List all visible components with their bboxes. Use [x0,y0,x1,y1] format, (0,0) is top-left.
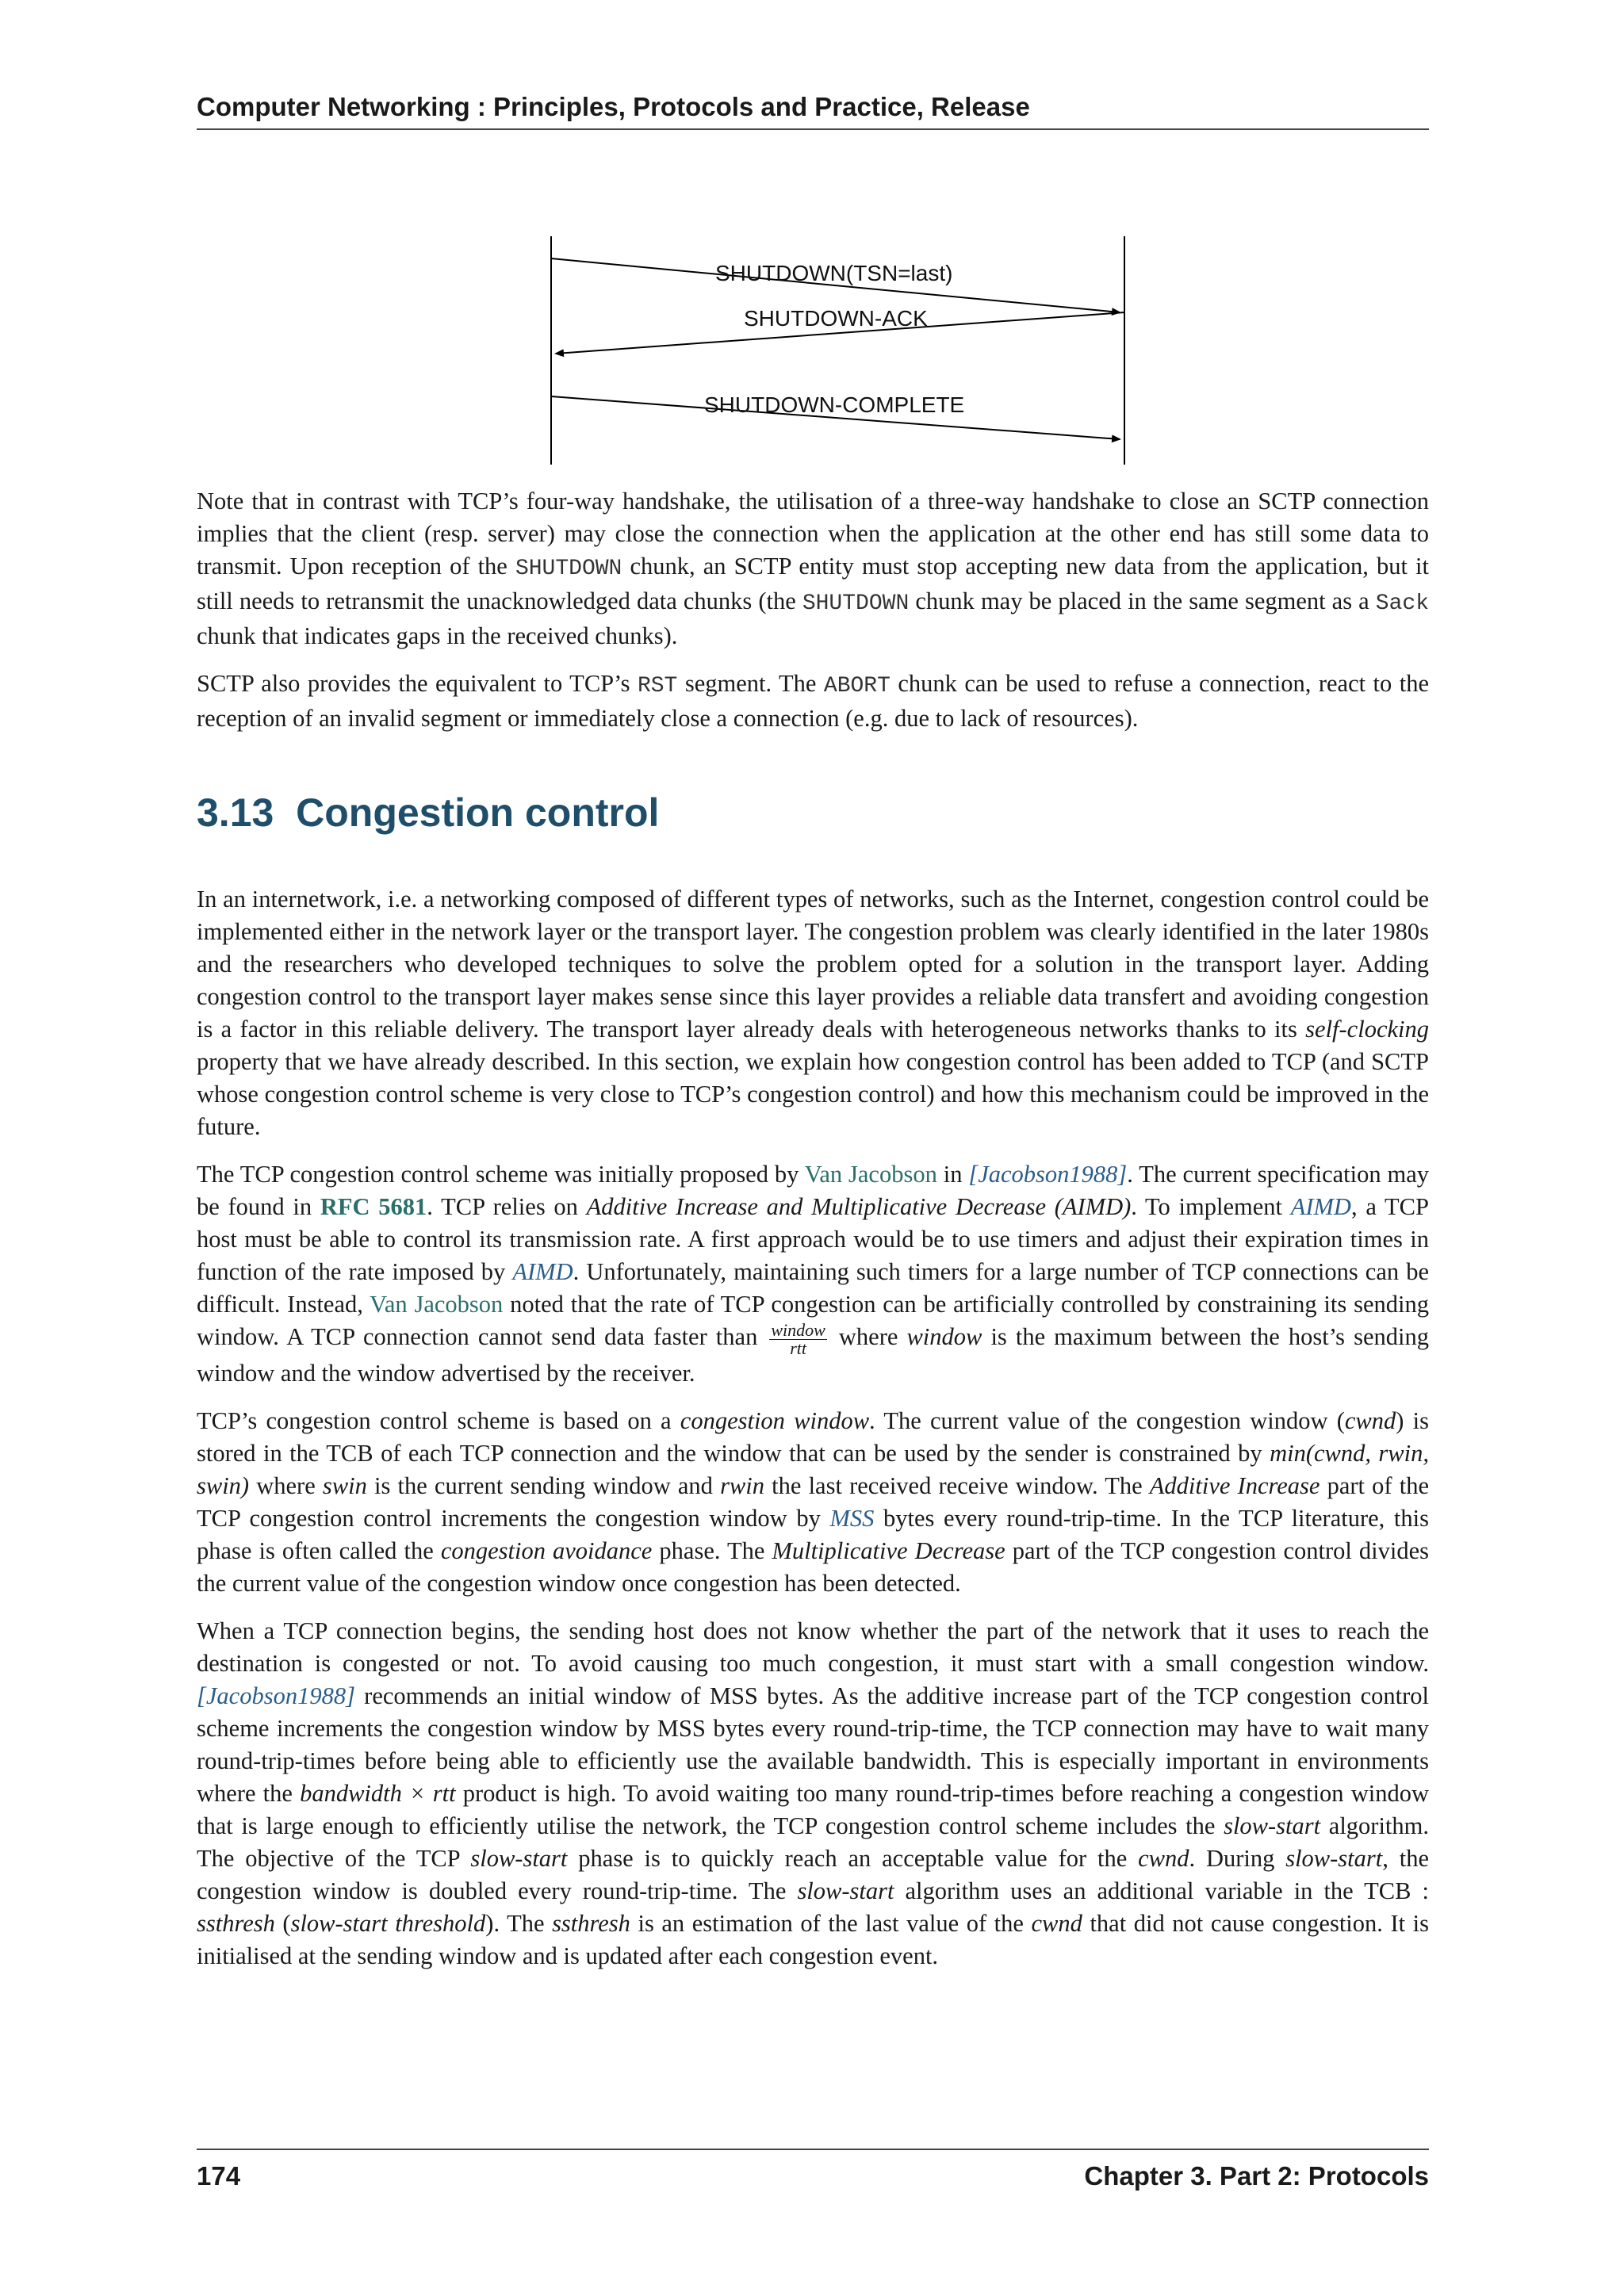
running-header [197,92,1429,130]
paragraph-slow-start: When a TCP connection begins, the sending host does not know whether the part of the network that it uses to reach the destination is congested or not. To avoid causing too much congestion, it must start with a small congestion window. [Jacobson1988] recommends an initial window of MSS bytes. As the additive increase part of the TCP congestion control scheme increments the congestion window by MSS bytes every round-trip-time, the TCP connection may have to wait many round-trip-times before being able to efficiently use the available bandwidth. This is especially important in environments where the bandwidth × rtt product is high. To avoid waiting too many round-trip-times before reaching a congestion window that is large enough to efficiently utilise the network, the TCP congestion control scheme includes the slow-start algorithm. The objective of the TCP slow-start phase is to quickly reach an acceptable value for the cwnd. During slow-start, the congestion window is doubled every round-trip-time. The slow-start algorithm uses an additional variable in the TCB : ssthresh (slow-start threshold). The ssthresh is an estimation of the last value of the cwnd that did not cause congestion. It is initialised at the sending window and is updated after each congestion event. [197,1617,1429,1969]
van-jacobson-link[interactable]: Van Jacobson [804,1161,937,1188]
page-number: 174 [197,2161,241,2191]
paragraph-shutdown: Note that in contrast with TCP’s four-way handshake, the utilisation of a three-way handshake to close an SCTP connection implies that the client (resp. server) may close the connection when the application at the other end has still some data to transmit. Upon reception of the SHUTDOWN chunk, an SCTP entity must stop accepting new data from the application, but it still needs to retransmit the unacknowledged data chunks (the SHUTDOWN chunk may be placed in the same segment as a Sack chunk that indicates gaps in the received chunks). [197,488,1429,649]
shutdown-ack-label: SHUTDOWN-ACK [744,306,928,331]
chapter-title: Chapter 3. Part 2: Protocols [1084,2161,1429,2191]
rfc-5681-link[interactable]: RFC 5681 [320,1193,427,1220]
window-over-rtt-fraction: $\frac{\text{window}}{\text{rtt}}$ [771,1319,825,1358]
van-jacobson-link[interactable]: Van Jacobson [370,1291,504,1318]
shutdown-label: SHUTDOWN(TSN=last) [715,261,953,285]
intro-text [197,485,1429,750]
mss-link[interactable]: MSS [829,1504,875,1532]
paragraph-abort: SCTP also provides the equivalent to TCP’s RST segment. The ABORT chunk can be used to refuse a connection, react to the reception of an invalid segment or immediately close a connection (e.g. due to lack of resources). [197,670,1429,732]
section-body [197,883,1429,1988]
sctp-shutdown-diagram [539,235,1142,473]
aimd-link[interactable]: AIMD [512,1258,573,1285]
jacobson1988-citation[interactable]: [Jacobson1988] [968,1161,1128,1188]
shutdown-complete-label: SHUTDOWN-COMPLETE [704,392,965,417]
jacobson1988-citation[interactable]: [Jacobson1988] [197,1682,355,1709]
page-footer [197,2149,1429,2191]
paragraph-internetwork: In an internetwork, i.e. a networking composed of different types of networks, such as the Internet, congestion control could be implemented either in the network layer or the transport layer. The congestion problem was clearly identified in the later 1980s and the researchers who developed techniques to solve the problem opted for a solution in the transport layer. Adding congestion control to the transport layer makes sense since this layer provides a reliable data transfert and avoiding congestion is a factor in this reliable delivery. The transport layer already deals with heterogeneous networks thanks to its self-clocking property that we have already described. In this section, we explain how congestion control has been added to TCP (and SCTP whose congestion control scheme is very close to TCP’s congestion control) and how this mechanism could be improved in the future. [197,886,1429,1140]
paragraph-aimd: The TCP congestion control scheme was initially proposed by Van Jacobson in [Jacobson1988]. The current specification may be found in RFC 5681. TCP relies on Additive Increase and Multiplicative Decrease (AIMD). To implement AIMD, a TCP host must be able to control its transmission rate. A first approach would be to use timers and adjust their expiration times in function of the rate imposed by AIMD. Unfortunately, maintaining such timers for a large number of TCP connections can be difficult. Instead, Van Jacobson noted that the rate of TCP congestion can be artificially controlled by constraining its sending window. A TCP connection cannot send data faster than $\frac{\text{window}}{\text{rtt}}$ where window is the maximum between the host’s sending window and the window advertised by the receiver. [197,1161,1430,1387]
section-heading: 3.13 Congestion control [197,790,660,835]
paragraph-congestion-window: TCP’s congestion control scheme is based on a congestion window. The current value of the congestion window (cwnd) is stored in the TCB of each TCP connection and the window that can be used by the sender is constrained by min(cwnd, rwin, swin) where swin is the current sending window and rwin the last received receive window. The Additive Increase part of the TCP congestion control increments the congestion window by MSS bytes every round-trip-time. In the TCP literature, this phase is often called the congestion avoidance phase. The Multiplicative Decrease part of the TCP congestion control divides the current value of the congestion window once congestion has been detected. [197,1406,1430,1597]
running-header-title: Computer Networking : Principles, Protocols and Practice, Release [197,92,1030,121]
aimd-link[interactable]: AIMD [1290,1193,1351,1220]
